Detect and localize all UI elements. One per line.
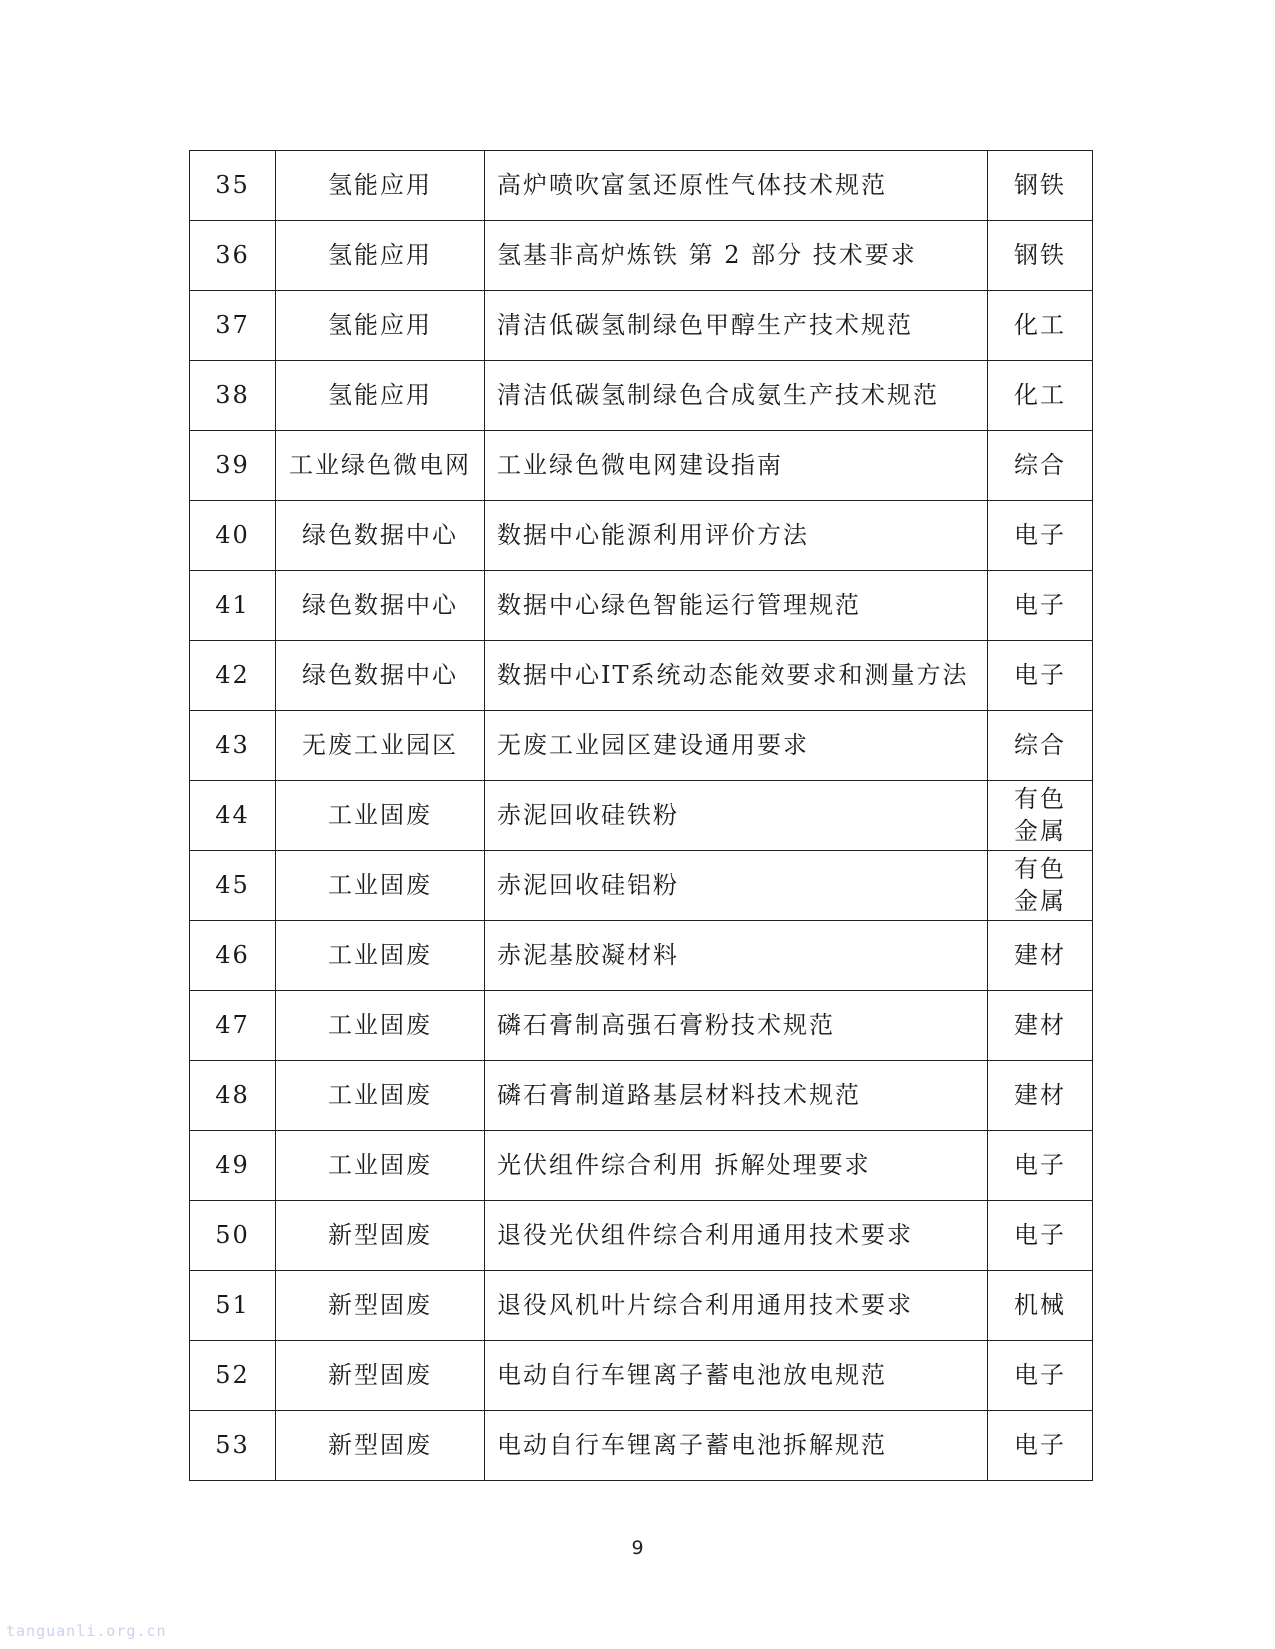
category-cell: 绿色数据中心 [276,501,485,571]
industry-text: 电子 [1014,521,1066,550]
row-number-cell: 48 [190,1061,276,1131]
industry-text: 有色金属 [1014,785,1066,846]
standard-name-cell: 无废工业园区建设通用要求 [485,711,988,781]
table-row [190,1201,1093,1271]
industry-cell [988,641,1093,711]
category-cell: 工业固废 [276,1131,485,1201]
row-number-cell: 53 [190,1411,276,1481]
standard-name-cell: 清洁低碳氢制绿色合成氨生产技术规范 [485,361,988,431]
industry-text: 建材 [1014,1011,1066,1040]
standard-name-cell: 退役光伏组件综合利用通用技术要求 [485,1201,988,1271]
category-cell: 氢能应用 [276,291,485,361]
category-cell: 绿色数据中心 [276,571,485,641]
table-row [190,571,1093,641]
standards-table [189,150,1093,1481]
industry-text: 电子 [1014,1431,1066,1460]
table-row [190,431,1093,501]
row-number-cell: 47 [190,991,276,1061]
industry-text: 电子 [1014,1361,1066,1390]
industry-text: 化工 [1014,311,1066,340]
industry-cell [988,711,1093,781]
industry-text: 建材 [1014,941,1066,970]
industry-text: 钢铁 [1014,241,1066,270]
category-cell: 新型固废 [276,1341,485,1411]
category-cell: 工业绿色微电网 [276,431,485,501]
industry-cell [988,1131,1093,1201]
industry-text: 电子 [1014,1221,1066,1250]
industry-text: 电子 [1014,591,1066,620]
industry-cell [988,1271,1093,1341]
standard-name-cell: 高炉喷吹富氢还原性气体技术规范 [485,151,988,221]
table-row [190,221,1093,291]
category-cell: 氢能应用 [276,221,485,291]
standard-name-cell: 光伏组件综合利用 拆解处理要求 [485,1131,988,1201]
table-row [190,291,1093,361]
standard-name-cell: 数据中心IT系统动态能效要求和测量方法 [485,641,988,711]
table-row [190,1061,1093,1131]
table-row [190,781,1093,851]
standard-name-cell: 磷石膏制高强石膏粉技术规范 [485,991,988,1061]
standard-name-cell: 电动自行车锂离子蓄电池放电规范 [485,1341,988,1411]
site-watermark: tanguanli.org.cn [6,1622,167,1640]
standard-name-cell: 工业绿色微电网建设指南 [485,431,988,501]
industry-cell [988,571,1093,641]
row-number-cell: 51 [190,1271,276,1341]
industry-cell [988,291,1093,361]
category-cell: 绿色数据中心 [276,641,485,711]
row-number-cell: 36 [190,221,276,291]
row-number-cell: 37 [190,291,276,361]
table-row [190,1411,1093,1481]
table-row [190,851,1093,921]
row-number-cell: 35 [190,151,276,221]
category-cell: 工业固废 [276,921,485,991]
industry-cell [988,1341,1093,1411]
row-number-cell: 45 [190,851,276,921]
standard-name-cell: 电动自行车锂离子蓄电池拆解规范 [485,1411,988,1481]
row-number-cell: 41 [190,571,276,641]
industry-text: 电子 [1014,1151,1066,1180]
standard-name-cell: 退役风机叶片综合利用通用技术要求 [485,1271,988,1341]
standard-name-cell: 赤泥回收硅铁粉 [485,781,988,851]
row-number-cell: 50 [190,1201,276,1271]
industry-cell [988,991,1093,1061]
industry-cell [988,221,1093,291]
industry-cell [988,781,1093,851]
industry-text: 建材 [1014,1081,1066,1110]
standard-name-cell: 氢基非高炉炼铁 第 2 部分 技术要求 [485,221,988,291]
table-row [190,361,1093,431]
standard-name-cell: 赤泥基胶凝材料 [485,921,988,991]
page-number: 9 [631,1537,644,1559]
category-cell: 新型固废 [276,1271,485,1341]
industry-text: 电子 [1014,661,1066,690]
industry-cell [988,851,1093,921]
category-cell: 氢能应用 [276,151,485,221]
table-row [190,991,1093,1061]
table-row [190,921,1093,991]
row-number-cell: 43 [190,711,276,781]
industry-text: 钢铁 [1014,171,1066,200]
industry-cell [988,1411,1093,1481]
row-number-cell: 40 [190,501,276,571]
category-cell: 氢能应用 [276,361,485,431]
table-row [190,1341,1093,1411]
row-number-cell: 42 [190,641,276,711]
industry-cell [988,151,1093,221]
industry-text: 综合 [1014,451,1066,480]
category-cell: 工业固废 [276,851,485,921]
standard-name-cell: 数据中心绿色智能运行管理规范 [485,571,988,641]
table-row [190,641,1093,711]
standard-name-cell: 清洁低碳氢制绿色甲醇生产技术规范 [485,291,988,361]
table-row [190,1131,1093,1201]
category-cell: 新型固废 [276,1411,485,1481]
category-cell: 新型固废 [276,1201,485,1271]
row-number-cell: 46 [190,921,276,991]
category-cell: 工业固废 [276,781,485,851]
row-number-cell: 44 [190,781,276,851]
table-row [190,1271,1093,1341]
industry-cell [988,1201,1093,1271]
industry-cell [988,431,1093,501]
category-cell: 工业固废 [276,991,485,1061]
table-row [190,711,1093,781]
industry-cell [988,921,1093,991]
category-cell: 无废工业园区 [276,711,485,781]
standard-name-cell: 赤泥回收硅铝粉 [485,851,988,921]
row-number-cell: 38 [190,361,276,431]
industry-text: 综合 [1014,731,1066,760]
category-cell: 工业固废 [276,1061,485,1131]
industry-text: 化工 [1014,381,1066,410]
row-number-cell: 39 [190,431,276,501]
standards-table-body [190,151,1093,1481]
industry-text: 有色金属 [1014,855,1066,916]
table-row [190,501,1093,571]
table-row [190,151,1093,221]
industry-cell [988,361,1093,431]
industry-text: 机械 [1014,1291,1066,1320]
row-number-cell: 52 [190,1341,276,1411]
standard-name-cell: 数据中心能源利用评价方法 [485,501,988,571]
industry-cell [988,1061,1093,1131]
industry-cell [988,501,1093,571]
standard-name-cell: 磷石膏制道路基层材料技术规范 [485,1061,988,1131]
row-number-cell: 49 [190,1131,276,1201]
